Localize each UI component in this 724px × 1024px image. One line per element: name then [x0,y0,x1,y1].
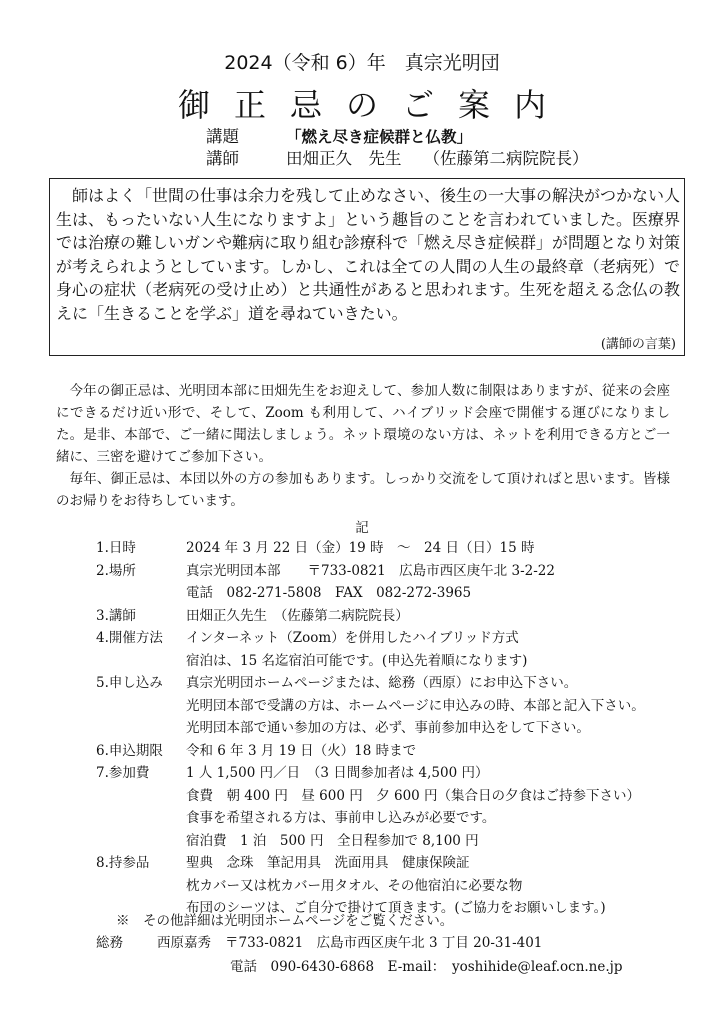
lecture-info [206,126,589,170]
details-item-label: 8.持参品 [96,855,150,871]
details-item-label: 7.参加費 [96,765,150,781]
lecture-theme: 「燃え尽き症候群と仏教」 [286,128,473,146]
details-item-line [96,875,696,898]
details-item-value: 真宗光明団本部 〒733-0821 広島市西区庚午北 3-2-22 [186,562,555,579]
details-item-value: インターネット（Zoom）を併用したハイブリッド方式 [186,630,519,646]
details-item-value: 聖典 念珠 筆記用具 洗面用具 健康保険証 [186,855,470,871]
details-item-line [96,605,696,628]
details-item-line [96,537,696,560]
speaker-message-signature: (講師の言葉) [600,337,676,352]
contact-info [96,931,622,979]
details-item-line [96,582,696,605]
footnote: ※ その他詳細は光明団ホームページをご覧ください。 [116,913,454,929]
details-item-value: 真宗光明団ホームページまたは、総務（西原）にお申込下さい。 [186,675,578,691]
contact-label: 総務 [96,935,123,951]
details-item-line [96,762,696,785]
contact-phone-email: 電話 090-6430-6868 E-mail： yoshihide@leaf.ocn.ne.jp [230,959,623,975]
speaker-message-box [49,178,685,356]
details-item-label [96,582,186,605]
details-item-value: 宿泊は、15 名迄宿泊可能です。(申込先着順になります) [186,652,528,669]
details-item-label [96,717,186,740]
speaker-name: 田畑正久 先生 [286,149,402,168]
details-item-line [96,807,696,830]
details-item-value: 2024 年 3 月 22 日（金）19 時 ～ 24 日（日）15 時 [186,540,535,556]
details-item-label [96,695,186,718]
details-item-value: 食費 朝 400 円 昼 600 円 夕 600 円（集合日の夕食はご持参下さい） [186,787,641,804]
details-item-label: 3.講師 [96,607,136,624]
announcement-paragraph-2: 毎年、御正忌は、本団以外の方の参加もあります。しっかり交流をして頂ければと思います。皆様のお帰りをお待ちしています。 [56,471,670,509]
details-item-line [96,627,696,650]
details-item-value: 食事を希望される方は、事前申し込みが必要です。 [186,810,496,826]
details-item-label [96,807,186,830]
details-item-label [96,830,186,853]
details-item-value: 宿泊費 1 泊 500 円 全日程参加で 8,100 円 [186,832,479,849]
details-item-label: 4.開催方法 [96,630,163,646]
details-item-line [96,717,696,740]
speaker-affiliation: （佐藤第二病院院長） [423,149,589,168]
announcement-paragraph-1: 今年の御正忌は、光明団本部に田畑先生をお迎えして、参加人数に制限はありますが、従来の会座にできるだけ近い形で、そして、Zoom も利用して、ハイブリッド会座で開催する運びになりました。是非、本部で、ご一緒に聞法しましょう。ネット環境のない方は、ネットを利用できる方とご一緒に、三密を避けてご参加下さい。 [56,383,670,465]
details-item-line [96,650,696,673]
details-item-value: 1 人 1,500 円／日 （3 日間参加者は 4,500 円） [186,765,489,781]
details-list [96,537,696,920]
contact-name: 西原嘉秀 [157,935,211,951]
details-item-line [96,672,696,695]
details-item-value: 令和 6 年 3 月 19 日（火）18 時まで [186,742,417,759]
event-year-org: 2024（令和 6）年 真宗光明団 [224,52,500,74]
speaker-message: 師はよく「世間の仕事は余力を残して止めなさい、後生の一大事の解決がつかない人生は、もったいない人生になりますよ」という趣旨のことを言われていました。医療界では治療の難しいガンや難病に取り組む診療科で「燃え尽き症候群」が問題となり対策が考えられようとしています。しかし、これは全ての人間の人生の最終章（老病死）で身心の症状（老病死の受け止め）と共通性があると思われます。生死を超える念仏の教えに「生きることを学ぶ」道を尋ねていきたい。 [56,186,681,323]
details-item-value: 田畑正久先生 （佐藤第二病院院長） [186,607,409,624]
details-item-line [96,740,696,763]
details-item-line [96,560,696,583]
details-item-label: 6.申込期限 [96,742,163,759]
speaker-label: 講師 [206,149,239,168]
details-item-label: 1.日時 [96,540,136,556]
details-item-value: 光明団本部で通い参加の方は、必ず、事前参加申込をして下さい。 [186,720,590,736]
details-item-line [96,785,696,808]
details-item-label [96,785,186,808]
contact-address: 〒733-0821 広島市西区庚午北 3 丁目 20-31-401 [225,935,543,951]
page-title: 御正忌のご案内 [177,86,570,124]
announcement-body [56,380,670,512]
details-item-value: 光明団本部で受講の方は、ホームページに申込みの時、本部と記入下さい。 [186,697,645,714]
details-item-label: 2.場所 [96,562,136,579]
details-item-line [96,852,696,875]
details-item-value: 電話 082-271-5808 FAX 082-272-3965 [186,585,472,601]
details-item-label: 5.申し込み [96,675,163,691]
details-item-line [96,695,696,718]
theme-label: 講題 [206,127,239,146]
details-item-label [96,650,186,673]
details-item-label [96,875,186,898]
details-item-value: 枕カバー又は枕カバー用タオル、その他宿泊に必要な物 [186,877,523,894]
details-heading: 記 [355,520,369,536]
details-item-line [96,830,696,853]
details-item-value: 布団のシーツは、ご自分で掛けて頂きます。(ご協力をお願いします。) [186,900,606,916]
